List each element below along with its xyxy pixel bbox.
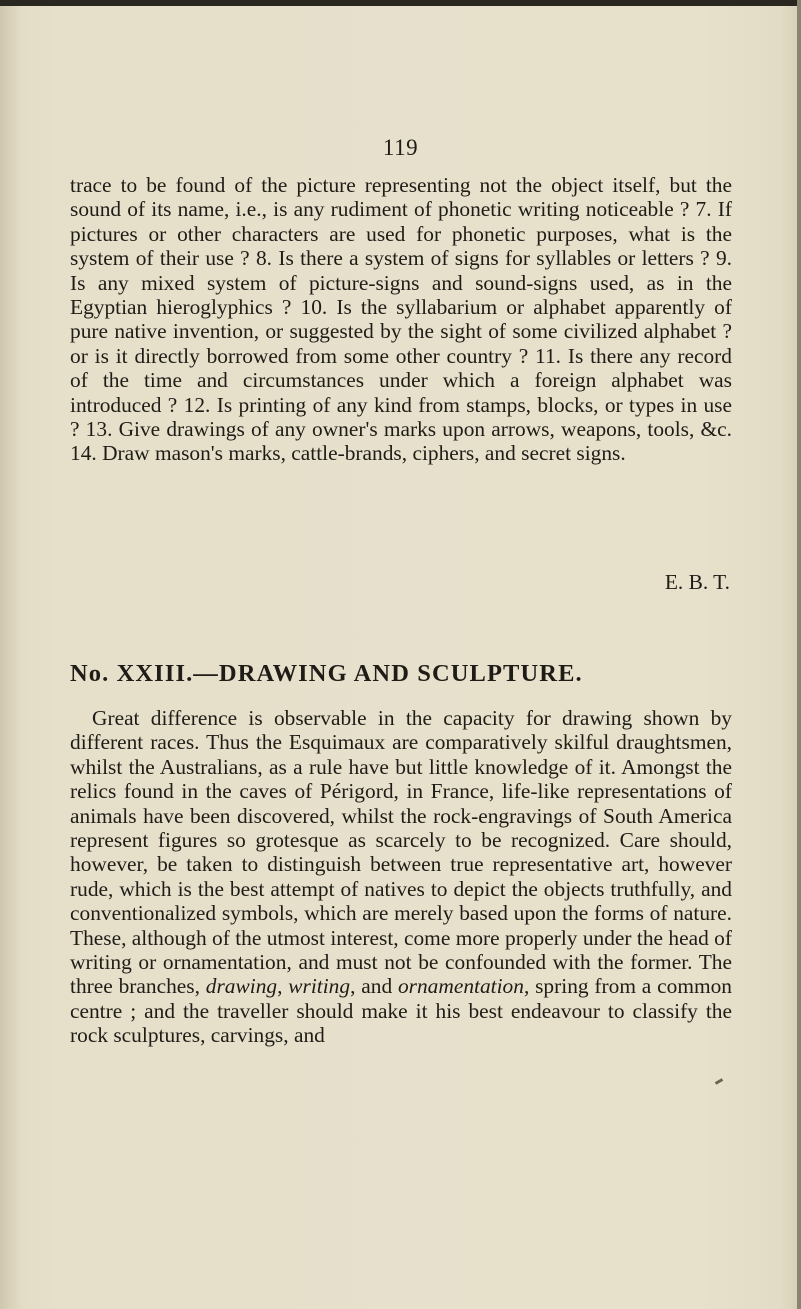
page-right-edge: [797, 0, 801, 1309]
paragraph-text-part-1: Great difference is observable in the capacity for drawing shown by different races. Thus the Esquimaux are comparatively skilful draughtsmen, whilst the Australians, as a rule have but little knowledge of it. Amongst the relics found in the caves of Périgord, in France, life-like representations of animals have been discovered, whilst the rock-engravings of South America represent figures so grotesque as scarcely to be recognized. Care should, however, be taken to distinguish between true representative art, however rude, which is the best attempt of natives to depict the objects truthfully, and conventionalized symbols, which are merely based upon the forms of nature. These, although of the utmost interest, come more properly under the head of writing or ornamentation, and must not be confounded with the former. The three branches,: [70, 706, 732, 999]
paragraph-questions-text: trace to be found of the picture representing not the object itself, but the sound of its name, i.e., is any rudiment of phonetic writing noticeable ? 7. If pictures or other characters are used for phonetic purposes, what is the system of their use ? 8. Is there a system of signs for syllables or letters ? 9. Is any mixed system of picture-signs and sound-signs used, as in the Egyptian hieroglyphics ? 10. Is the syllabarium or alphabet apparently of pure native invention, or suggested by the sight of some civilized alphabet ? or is it directly borrowed from some other country ? 11. Is there any record of the time and circumstances under which a foreign alphabet was introduced ? 12. Is printing of any kind from stamps, blocks, or types in use ? 13. Give drawings of any owner's marks upon arrows, weapons, tools, &c. 14. Draw mason's marks, cattle-brands, ciphers, and secret signs.: [70, 173, 732, 466]
page-number: 119: [382, 135, 419, 160]
ink-speck: [715, 1078, 723, 1085]
paragraph-text-part-2: , spring from a common centre ; and the traveller should make it his best endeavour to classify the rock sculptures, carvings, and: [70, 974, 732, 1048]
section-heading: No. XXIII.—DRAWING AND SCULPTURE.: [70, 660, 583, 687]
author-initials: E. B. T.: [664, 570, 730, 594]
italic-term-writing: writing: [288, 974, 351, 999]
paragraph-drawing-sculpture-text: [70, 706, 732, 1048]
paragraph-questions: [70, 173, 732, 466]
italic-term-drawing: drawing: [205, 974, 278, 999]
page-top-shadow: [0, 0, 801, 6]
separator-comma: ,: [277, 974, 289, 999]
separator-and: , and: [350, 974, 398, 999]
italic-term-ornamentation: ornamentation: [397, 974, 524, 999]
paragraph-drawing-sculpture: [70, 706, 732, 1048]
